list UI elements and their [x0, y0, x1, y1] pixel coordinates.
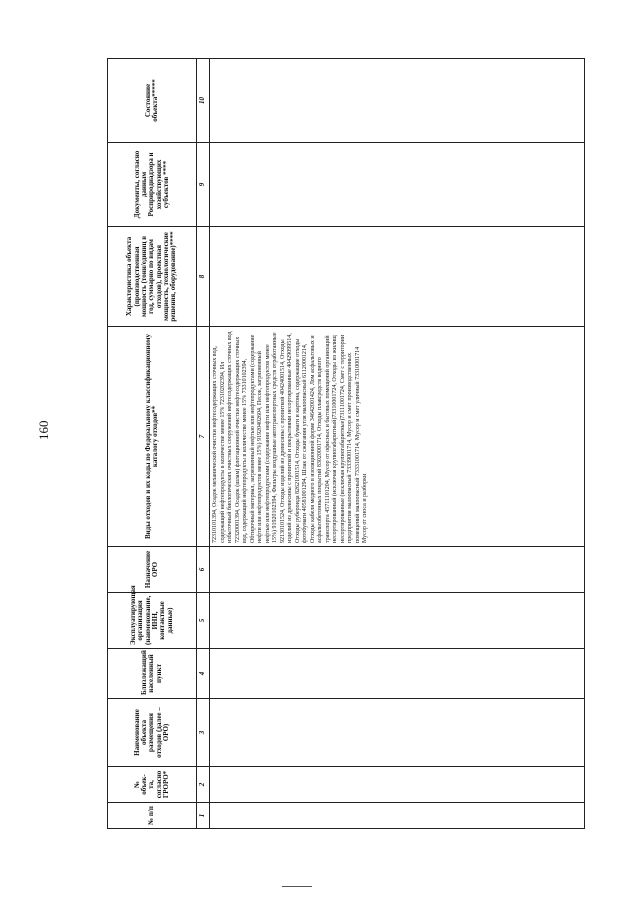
characteristics-cell — [210, 227, 585, 327]
header-cell: Близлежащий населенный пункт — [108, 649, 197, 699]
state-cell — [210, 59, 585, 143]
header-cell: Характеристика объекта (производственная мощность (тонн/единиц в год, суммарно по видам отходов), проектная мощность, технологические решения, оборудование)**** — [108, 227, 197, 327]
purpose-cell — [210, 547, 585, 593]
header-row — [108, 59, 197, 829]
waste-facilities-table — [107, 58, 585, 829]
header-cell: Наименование объекта размещения отходов (далее – ОРО) — [108, 699, 197, 767]
header-cell: Состояние объекта***** — [108, 59, 197, 143]
operator-cell — [210, 593, 585, 649]
header-cell: № п/п — [108, 803, 197, 829]
column-number: 9 — [197, 143, 210, 227]
column-number: 6 — [197, 547, 210, 593]
column-number: 3 — [197, 699, 210, 767]
header-cell: № объек-та, согласно ГРОРО* — [108, 767, 197, 803]
footer-rule — [282, 886, 312, 887]
name-cell — [210, 699, 585, 767]
column-number: 8 — [197, 227, 210, 327]
groro-cell — [210, 767, 585, 803]
column-number: 5 — [197, 593, 210, 649]
column-number: 2 — [197, 767, 210, 803]
header-cell: Назначение ОРО — [108, 547, 197, 593]
documents-cell — [210, 143, 585, 227]
column-number-row — [197, 59, 210, 829]
header-cell: Документы, согласно данным Росприроднадзора и хозяйствующих субъектов **** — [108, 143, 197, 227]
column-number: 1 — [197, 803, 210, 829]
rotated-table-wrapper — [107, 59, 585, 829]
settlement-cell — [210, 649, 585, 699]
column-number: 10 — [197, 59, 210, 143]
page-number: 160 — [36, 420, 51, 440]
row-num-cell — [210, 803, 585, 829]
header-cell: Виды отходов и их коды по Федеральному классификационному каталогу отходов** — [108, 327, 197, 547]
table-row — [210, 59, 585, 829]
column-number: 7 — [197, 327, 210, 547]
column-number: 4 — [197, 649, 210, 699]
waste-types-cell: 72310101394, Осадок механической очистки нефтесодержащих сточных вод, содержащий нефтепродукты в количестве менее 15% 72310202394, Ил избыточный биологических очистных сооружений нефтесодержащих сточных вод 72320001394, Осадок (шлам) флотационной очистки нефтесодержащих сточных вод, содержащий нефтепродукты в количестве менее 15% 73310102394, Обтирочный материал, загрязненный нефтью или нефтепродуктами (содержание нефти или нефтепродуктов менее 15%) 91920402604, Песок, загрязненный нефтью или нефтепродуктами (содержание нефти или нефтепродуктов менее 15%) 91920102394, Фильтры воздушные автотранспортных средств отработанные 92130101524, Отходы изделий из древесины с пропиткой 40424001514, Отходы изделий из древесины с пропиткой и покрытиями несортированные 40429099514, Отходы рубероида 82621001514, Отходы бумаги и картона, содержащие отходы фотобумаги 40581001294, Шлак от сжигания угля малоопасный 61120001214, Отходы кабеля медного в изоляционной форме 34642001424, Лом асфальтовых и асфальтобетонных покрытий 83020001714, Отходы плавсредств водного транспорта 45711101204, Мусор от офисных и бытовых помещений организаций несортированный (исключая крупногабаритный)73310001724, Отходы из жилищ несортированные (исключая крупногабаритные)73111001724, Смет с территории предприятия малоопасный 73339001714, Мусор и смет производственных помещений малоопасный 73331001714, Мусор и смет уличный 73310001714 Мусор от сноса и разборки — [210, 327, 585, 547]
header-cell: Эксплуатирующая организация (наименование, ИНН, контактные данные) — [108, 593, 197, 649]
